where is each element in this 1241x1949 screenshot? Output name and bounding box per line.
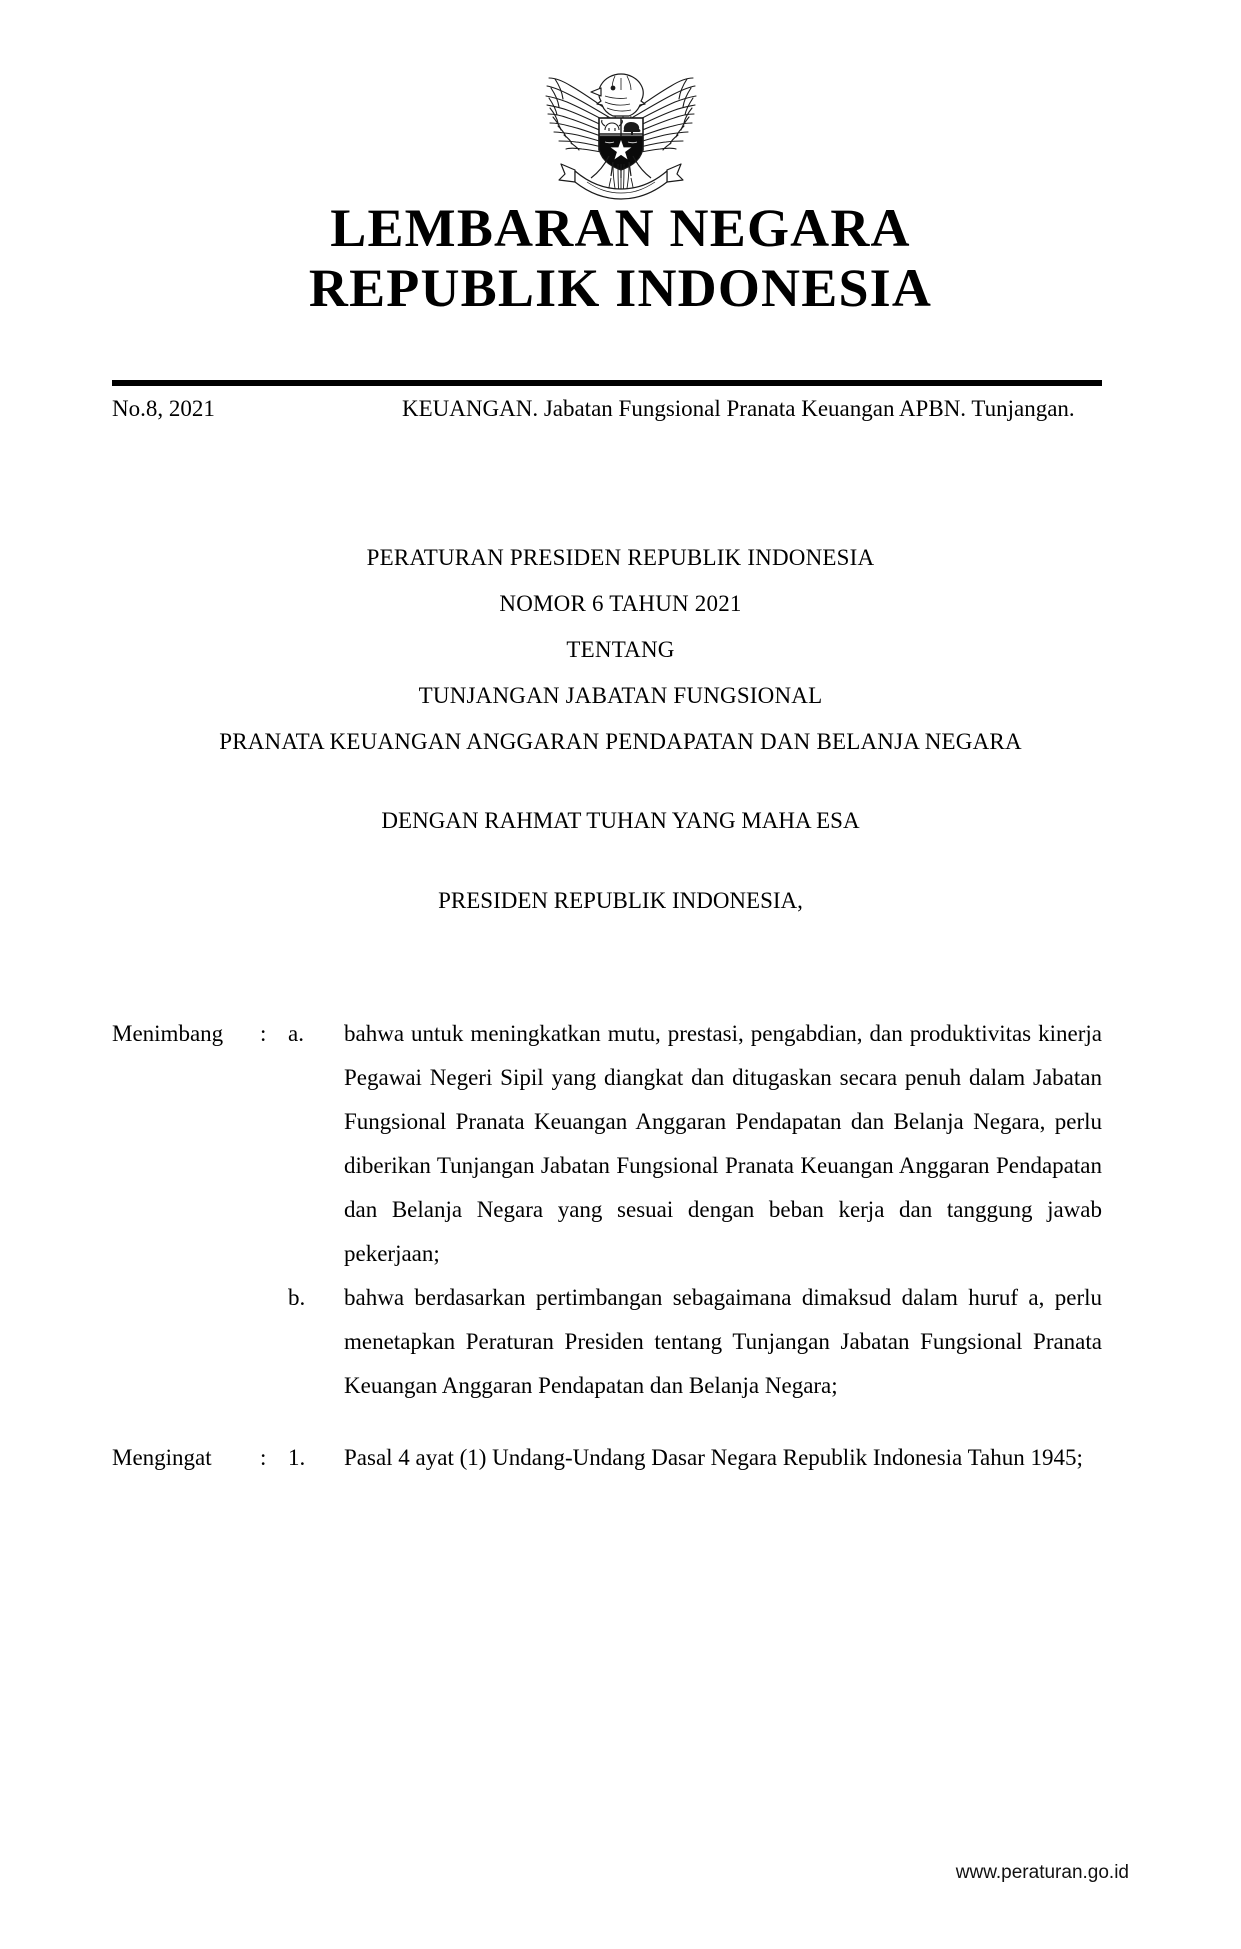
emblem-container	[0, 52, 1241, 209]
clause-marker-1: 1.	[288, 1445, 306, 1470]
regulation-title-block	[0, 535, 1241, 765]
clause-text-menimbang-b: bahwa berdasarkan pertimbangan sebagaimana dimaksud dalam huruf a, perlu menetapkan Peraturan Presiden tentang Tunjangan Jabatan Fungsional Pranata Keuangan Anggaran Pendapatan dan Belanja Negara;	[344, 1285, 1102, 1398]
title-line-about: TENTANG	[566, 637, 675, 662]
masthead-line-1: LEMBARAN NEGARA	[330, 198, 911, 258]
clause-group-menimbang	[112, 1012, 1102, 1408]
title-line-subject-1: TUNJANGAN JABATAN FUNGSIONAL	[418, 683, 823, 708]
title-line-number: NOMOR 6 TAHUN 2021	[499, 591, 742, 616]
preamble-authority: PRESIDEN REPUBLIK INDONESIA,	[438, 888, 803, 913]
preamble-spacer	[0, 844, 1241, 878]
clause-row	[112, 1276, 1102, 1408]
footer-source-url: www.peraturan.go.id	[955, 1862, 1129, 1883]
masthead	[0, 198, 1241, 318]
clause-colon: :	[260, 1445, 267, 1470]
masthead-line-2: REPUBLIK INDONESIA	[308, 258, 933, 318]
clause-label-mengingat: Mengingat	[112, 1445, 212, 1470]
header-divider	[112, 380, 1102, 386]
preamble-blessing: DENGAN RAHMAT TUHAN YANG MAHA ESA	[381, 808, 860, 833]
clause-group-mengingat	[112, 1436, 1102, 1480]
clause-label-menimbang: Menimbang	[112, 1021, 224, 1046]
preamble-block	[0, 798, 1241, 924]
clause-text-mengingat-1: Pasal 4 ayat (1) Undang-Undang Dasar Negara Republik Indonesia Tahun 1945;	[344, 1445, 1083, 1470]
title-line-regulation: PERATURAN PRESIDEN REPUBLIK INDONESIA	[366, 545, 875, 570]
clause-marker-b: b.	[288, 1285, 306, 1310]
clause-text-menimbang-a: bahwa untuk meningkatkan mutu, prestasi, pengabdian, dan produktivitas kinerja Pegawai Negeri Sipil yang diangkat dan ditugaskan secara penuh dalam Jabatan Fungsional Pranata Keuangan Anggaran Pendapatan dan Belanja Negara, perlu diberikan Tunjangan Jabatan Fungsional Pranata Keuangan Anggaran Pendapatan dan Belanja Negara yang sesuai dengan beban kerja dan tanggung jawab pekerjaan;	[344, 1021, 1102, 1266]
clause-row	[112, 1012, 1102, 1276]
gazette-subject: KEUANGAN. Jabatan Fungsional Pranata Keuangan APBN. Tunjangan.	[402, 396, 1075, 421]
gazette-number: No.8, 2021	[112, 396, 215, 421]
title-line-subject-2: PRANATA KEUANGAN ANGGARAN PENDAPATAN DAN BELANJA NEGARA	[219, 729, 1022, 754]
clause-marker-a: a.	[288, 1021, 304, 1046]
garuda-pancasila-icon	[535, 52, 707, 204]
gazette-header	[112, 392, 1102, 426]
page-footer	[0, 1862, 1241, 1884]
clause-row	[112, 1436, 1102, 1480]
clause-colon: :	[260, 1021, 267, 1046]
clause-section	[112, 1012, 1102, 1508]
